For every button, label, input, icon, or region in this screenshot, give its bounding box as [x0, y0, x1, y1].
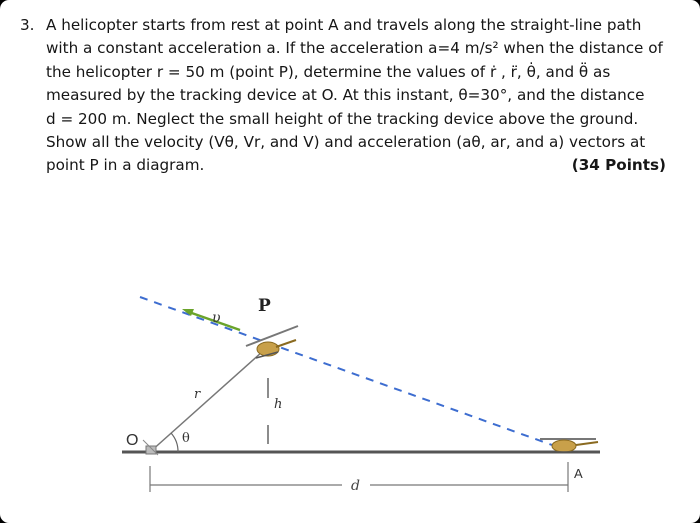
question-line-5: d = 200 m. Neglect the small height of the tracking device above the ground. [46, 109, 639, 128]
label-h: h [274, 397, 283, 412]
question-line-4: measured by the tracking device at O. At this instant, θ=30°, and the distance [46, 86, 645, 105]
label-r: r [194, 387, 201, 402]
points-value: (34 Points) [571, 156, 666, 175]
question-line-7: point P in a diagram. [46, 156, 205, 175]
label-d: d [351, 478, 360, 494]
r-line [150, 352, 262, 452]
label-a: A [574, 466, 583, 481]
label-o: O [126, 432, 139, 449]
helicopter-icon-p [246, 326, 298, 358]
flight-path [140, 297, 566, 450]
tracking-device-icon [146, 446, 156, 454]
helicopter-icon-a [540, 439, 598, 452]
question-line-1: A helicopter starts from rest at point A and travels along the straight-line path [46, 16, 642, 34]
question-line-6: Show all the velocity (Vθ, Vr, and V) and acceleration (aθ, ar, and a) vectors at [46, 133, 646, 152]
label-theta: θ [182, 431, 190, 446]
question-line-3: the helicopter r = 50 m (point P), determine the values of ṙ , r̈, θ̇, and θ̈ as [46, 62, 611, 81]
theta-arc [171, 433, 178, 452]
label-v: υ [212, 310, 221, 326]
label-p: P [258, 296, 271, 316]
question-number: 3. [20, 16, 35, 34]
question-line-2: with a constant acceleration a. If the acceleration a=4 m/s² when the distance of [46, 39, 663, 58]
